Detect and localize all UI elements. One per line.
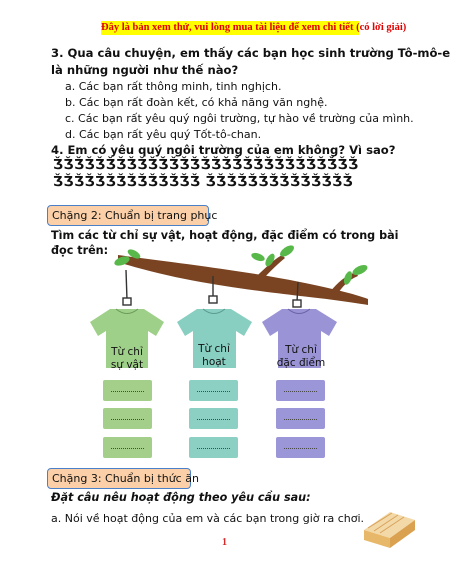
question-3-line-1: 3. Qua câu chuyện, em thấy các bạn học sinh trường Tô-mô-e	[51, 46, 450, 60]
answer-line-2: ǮǮǮǮǮǮǮǮǮǮǮǮǮǮ ǮǮǮǮǮǮǮǮǮǮǮǮǮǮ	[53, 175, 354, 190]
page-number: 1	[222, 537, 227, 548]
answer-line-1: ǮǮǮǮǮǮǮǮǮǮǮǮǮǮǮǮǮǮǮǮǮǮǮǮǮǮǮǮǮ	[53, 158, 359, 173]
cake-icon	[364, 512, 415, 548]
chapter-3-label: Chặng 3: Chuẩn bị thức ăn	[47, 468, 191, 489]
option-a: a. Các bạn rất thông minh, tinh nghịch.	[65, 80, 282, 93]
answer-box-activity-3[interactable]	[189, 437, 238, 458]
option-d: d. Các bạn rất yêu quý Tốt-tô-chan.	[65, 128, 262, 141]
question-4: 4. Em có yêu quý ngôi trường của em không? Vì sao?	[51, 143, 396, 157]
shirt-label-activity: Từ chỉ hoạt	[198, 343, 230, 368]
answer-box-activity-2[interactable]	[189, 408, 238, 429]
answer-box-characteristic-2[interactable]	[276, 408, 325, 429]
chapter-3-prompt: Đặt câu nêu hoạt động theo yêu cầu sau:	[51, 491, 311, 504]
answer-box-things-1[interactable]	[103, 380, 152, 401]
chapter-3-item-a: a. Nói về hoạt động của em và các bạn trong giờ ra chơi.	[51, 512, 365, 525]
option-b: b. Các bạn rất đoàn kết, có khả năng văn nghệ.	[65, 96, 328, 109]
shirt-label-characteristic: Từ chỉ đặc điểm	[276, 344, 326, 369]
answer-box-activity-1[interactable]	[189, 380, 238, 401]
chapter-2-label: Chặng 2: Chuẩn bị trang phục	[47, 205, 209, 226]
question-3-line-2: là những người như thế nào?	[51, 63, 239, 77]
shirt-label-things: Từ chỉ sự vật	[110, 346, 144, 371]
answer-box-characteristic-3[interactable]	[276, 437, 325, 458]
answer-box-characteristic-1[interactable]	[276, 380, 325, 401]
option-c: c. Các bạn rất yêu quý ngôi trường, tự hào về trường của mình.	[65, 112, 414, 125]
answer-box-things-2[interactable]	[103, 408, 152, 429]
preview-banner: Đây là bản xem thử, vui lòng mua tài liệu để xem chi tiết (có lời giải)	[101, 22, 407, 33]
answer-box-things-3[interactable]	[103, 437, 152, 458]
tree-branch-icon	[118, 255, 368, 305]
chapter-2-task: Tìm các từ chỉ sự vật, hoạt động, đặc điểm có trong bài đọc trên:	[51, 229, 399, 257]
